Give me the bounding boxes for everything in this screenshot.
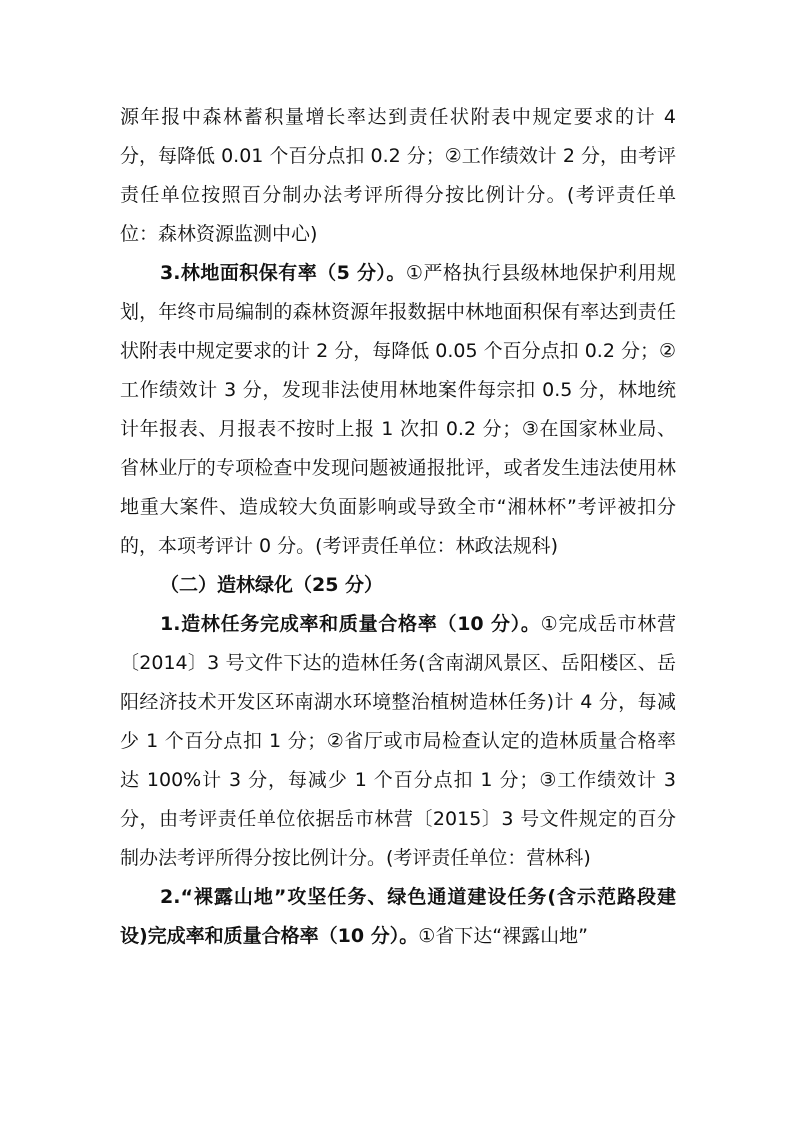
paragraph-forest-stock: 源年报中森林蓄积量增长率达到责任状附表中规定要求的计 4 分，每降低 0.01 个百分点扣 0.2 分；②工作绩效计 2 分，由考评责任单位按照百分制办法考评所得分按比例计分。(考评责任单位：森林资源监测中心) bbox=[120, 106, 676, 245]
item-body-forest-land-rate: ①严格执行县级林地保护利用规划，年终市局编制的森林资源年报数据中林地面积保有率达到责任状附表中规定要求的计 2 分，每降低 0.05 个百分点扣 0.2 分；②工作绩效计 3 分，发现非法使用林地案件每宗扣 0.5 分，林地统计年报表、月报表不按时上报 1 次扣 0.2 分；③在国家林业局、省林业厅的专项检查中发现问题被通报批评，或者发生违法使用林地重大案件、造成较大负面影响或导致全市“湘林杯”考评被扣分的，本项考评计 0 分。(考评责任单位：林政法规科) bbox=[120, 262, 676, 557]
item-body-bare-mountain: ①省下达“裸露山地” bbox=[418, 925, 588, 947]
paragraph-forest-land-rate bbox=[120, 254, 676, 566]
paragraph-afforestation-completion bbox=[120, 605, 676, 878]
item-body-afforestation-completion: ①完成岳市林营〔2014〕3 号文件下达的造林任务(含南湖风景区、岳阳楼区、岳阳经济技术开发区环南湖水环境整治植树造林任务)计 4 分，每减少 1 个百分点扣 1 分；②省厅或市局检查认定的造林质量合格率达 100%计 3 分，每减少 1 个百分点扣 1 分；③工作绩效计 3 分，由考评责任单位依据岳市林营〔2015〕3 号文件规定的百分制办法考评所得分按比例计分。(考评责任单位：营林科) bbox=[120, 613, 676, 869]
item-heading-afforestation-completion: 1.造林任务完成率和质量合格率（10 分）。 bbox=[160, 613, 541, 635]
section-heading-afforestation: （二）造林绿化（25 分） bbox=[160, 574, 384, 596]
item-heading-forest-land-rate: 3.林地面积保有率（5 分）。 bbox=[160, 262, 406, 284]
document-body bbox=[120, 98, 676, 956]
item-heading-bare-mountain: 2.“裸露山地”攻坚任务、绿色通道建设任务(含示范路段建设)完成率和质量合格率（10 分）。 bbox=[120, 886, 676, 947]
paragraph-bare-mountain bbox=[120, 878, 676, 956]
